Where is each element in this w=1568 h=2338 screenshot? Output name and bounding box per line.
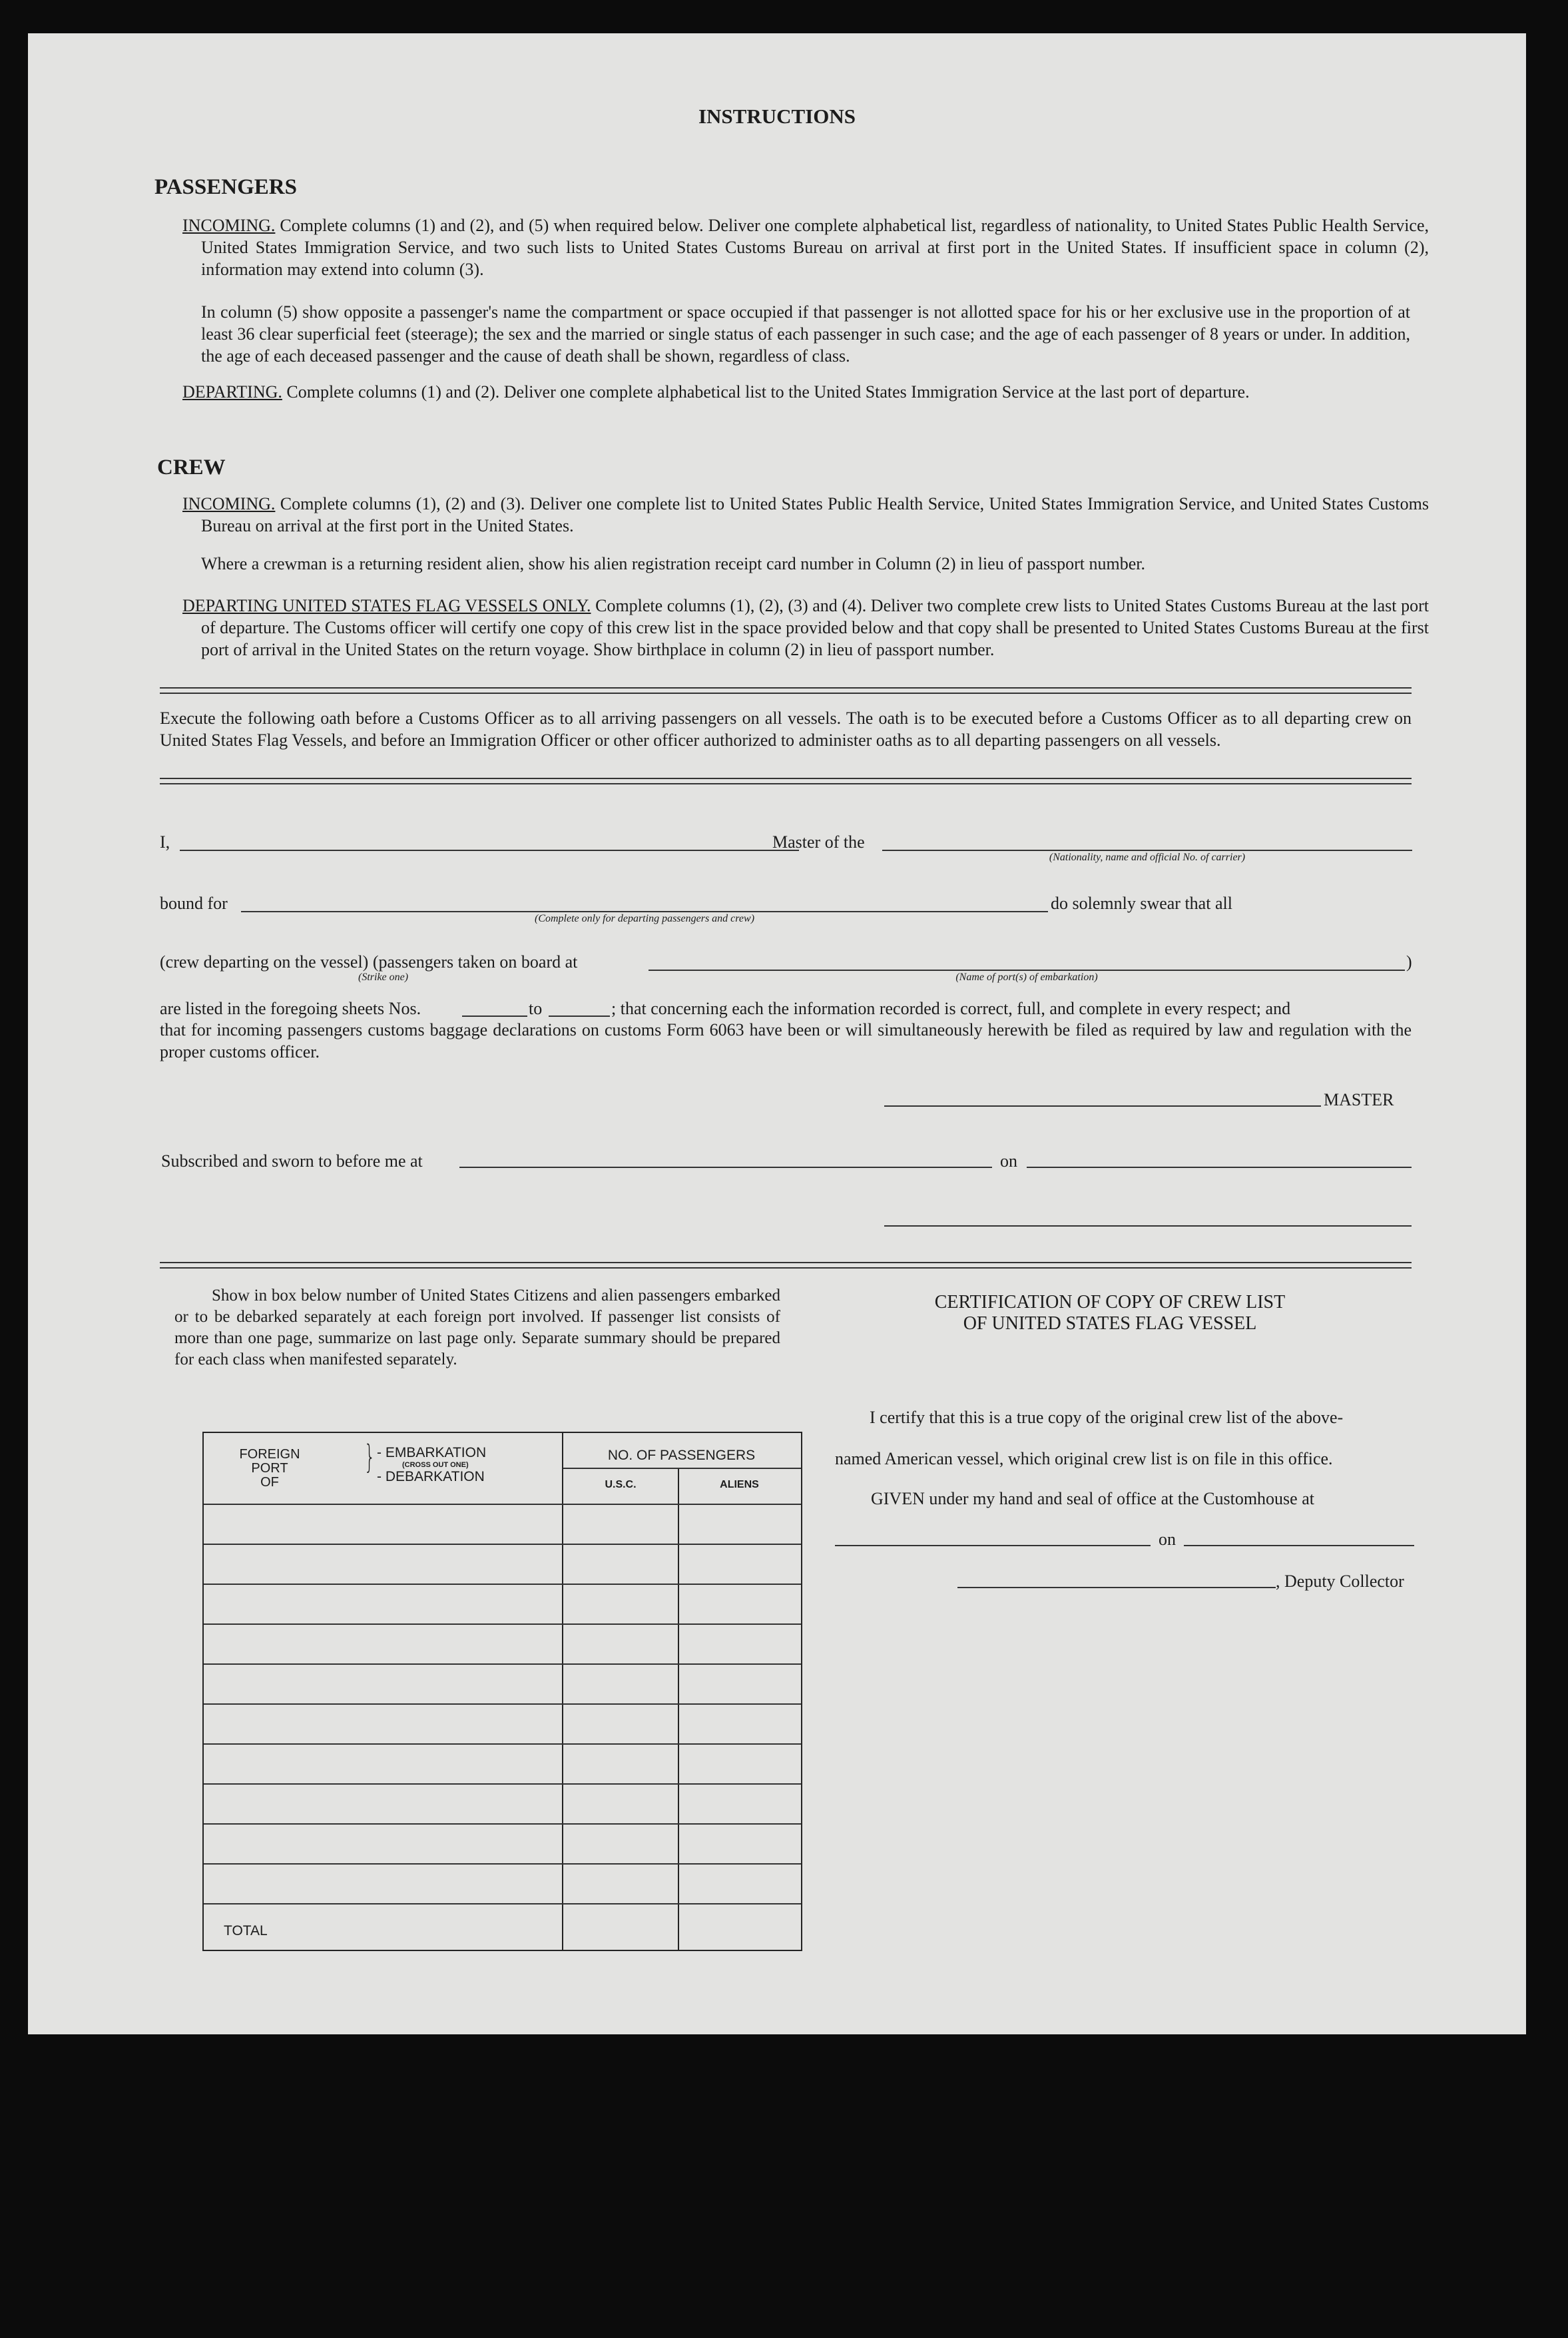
strike-one-caption: (Strike one)	[358, 972, 409, 983]
crew-departing-text: (crew departing on the vessel) (passengers taken on board at	[160, 952, 578, 972]
passengers-heading: PASSENGERS	[154, 175, 297, 199]
customhouse-place-line[interactable]	[835, 1545, 1151, 1546]
table-row	[204, 1703, 801, 1705]
sheet-from-line[interactable]	[462, 1016, 527, 1017]
complete-only-caption: (Complete only for departing passengers and crew)	[534, 913, 755, 924]
subscribed-place-line[interactable]	[459, 1167, 992, 1168]
foreign-port-of-header	[224, 1448, 316, 1490]
table-row	[204, 1623, 801, 1625]
certify-line2: named American vessel, which original crew list is on file in this office.	[835, 1449, 1333, 1468]
deputy-collector-label: , Deputy Collector	[1276, 1572, 1404, 1591]
certification-heading	[827, 1292, 1393, 1334]
table-row	[204, 1504, 801, 1505]
sheet-to-line[interactable]	[549, 1016, 610, 1017]
port-word: PORT	[251, 1461, 288, 1476]
given-under-text: GIVEN under my hand and seal of office at the Customhouse at	[871, 1489, 1314, 1508]
table-row	[204, 1544, 801, 1545]
table-divider	[562, 1433, 563, 1950]
subscribed-date-line[interactable]	[1027, 1167, 1412, 1168]
brace-icon: }	[364, 1438, 376, 1476]
document-page	[28, 33, 1526, 2034]
crew-incoming-text: Complete columns (1), (2) and (3). Deliver one complete list to United States Public Health Service, United States Immigration Service, and United States Customs Bureau on arrival at the first port in the United States.	[201, 494, 1429, 535]
crew-departing-paragraph	[182, 595, 1429, 661]
passengers-departing-text: Complete columns (1) and (2). Deliver one complete alphabetical list to the United States Immigration Service at the last port of departure.	[282, 382, 1250, 402]
master-name-line[interactable]	[180, 850, 799, 851]
crew-departing-text: Complete columns (1), (2), (3) and (4). Deliver two complete crew lists to United States Customs Bureau at the last port of departure. The Customs officer will certify one copy of this crew list in the space provided below and that copy shall be presented to United States Customs Bureau at the first port of arrival in the United States on the return voyage. Show birthplace in column (2) in lieu of passport number.	[201, 596, 1429, 659]
no-of-passengers-header: NO. OF PASSENGERS	[607, 1448, 756, 1463]
nationality-caption: (Nationality, name and official No. of carrier)	[1049, 852, 1246, 863]
table-row	[204, 1903, 801, 1904]
master-label: MASTER	[1324, 1090, 1394, 1109]
certify-line1: I certify that this is a true copy of the original crew list of the above-	[870, 1408, 1344, 1427]
listed-rest: that for incoming passengers customs baggage declarations on customs Form 6063 have been or will simultaneously herewith be filed as required by law and regulation with the proper customs officer.	[160, 1020, 1412, 1061]
listed-to: to	[529, 999, 543, 1018]
table-row	[204, 1743, 801, 1745]
oath-i-label: I,	[160, 832, 170, 852]
double-divider	[160, 778, 1412, 784]
passengers-departing-label: DEPARTING.	[182, 382, 282, 402]
certification-date-line[interactable]	[1184, 1545, 1414, 1546]
subscribed-on-label: on	[1000, 1151, 1017, 1171]
subscribed-label: Subscribed and sworn to before me at	[161, 1151, 423, 1171]
passengers-incoming-label: INCOMING.	[182, 216, 276, 235]
double-divider	[160, 687, 1412, 694]
passenger-summary-table	[202, 1432, 802, 1951]
cross-out-label: (CROSS OUT ONE)	[402, 1461, 469, 1469]
double-divider	[160, 1262, 1412, 1269]
do-solemnly-label: do solemnly swear that all	[1051, 894, 1232, 913]
usc-header: U.S.C.	[605, 1479, 637, 1490]
crew-heading: CREW	[157, 455, 226, 479]
passengers-column5-paragraph: In column (5) show opposite a passenger's name the compartment or space occupied if that passenger is not allotted space for his or her exclusive use in the proportion of at least 36 clear superficial feet (steerage); the sex and the married or single status of each passenger in such case; and the age of each passenger of 8 years or under. In addition, the age of each deceased passenger and the cause of death shall be shown, regardless of class.	[201, 302, 1410, 366]
master-signature-line[interactable]	[884, 1105, 1321, 1107]
listed-part2: ; that concerning each the information recorded is correct, full, and complete in every respect; and	[611, 999, 1291, 1018]
crew-departing-label: DEPARTING UNITED STATES FLAG VESSELS ONLY.	[182, 596, 591, 615]
table-row	[204, 1823, 801, 1825]
of-word: OF	[260, 1475, 279, 1490]
embarkation-label: - EMBARKATION	[377, 1445, 487, 1460]
ports-caption: (Name of port(s) of embarkation)	[955, 972, 1098, 983]
aliens-header: ALIENS	[720, 1479, 759, 1490]
officer-signature-line[interactable]	[884, 1225, 1412, 1227]
close-paren: )	[1406, 952, 1412, 972]
table-divider	[678, 1468, 679, 1950]
table-row	[204, 1863, 801, 1865]
listed-part1: are listed in the foregoing sheets Nos.	[160, 999, 421, 1018]
passengers-departing-paragraph	[182, 381, 1429, 403]
master-of-the-label: Master of the	[772, 832, 865, 852]
crew-incoming-paragraph	[182, 493, 1429, 537]
certification-heading-line2: OF UNITED STATES FLAG VESSEL	[963, 1313, 1257, 1334]
table-rule	[563, 1468, 801, 1469]
table-row	[204, 1584, 801, 1585]
foreign-word: FOREIGN	[239, 1447, 300, 1462]
certification-heading-line1: CERTIFICATION OF COPY OF CREW LIST	[934, 1292, 1286, 1313]
deputy-signature-line[interactable]	[957, 1587, 1276, 1588]
debarkation-label: - DEBARKATION	[377, 1469, 485, 1484]
table-row	[204, 1783, 801, 1785]
total-label: TOTAL	[224, 1923, 268, 1938]
certification-on-label: on	[1159, 1530, 1176, 1549]
crew-incoming-label: INCOMING.	[182, 494, 276, 513]
bound-for-label: bound for	[160, 894, 228, 913]
page-title: INSTRUCTIONS	[698, 105, 856, 128]
passengers-incoming-paragraph	[182, 214, 1429, 280]
oath-intro: Execute the following oath before a Customs Officer as to all arriving passengers on all vessels. The oath is to be executed before a Customs Officer as to all departing crew on United States Flag Vessels, and before an Immigration Officer or other officer authorized to administer oaths as to all departing passengers on all vessels.	[160, 709, 1412, 750]
summary-instructions: Show in box below number of United States Citizens and alien passengers embarked or to be debarked separately at each foreign port involved. If passenger list consists of more than one page, summarize on last page only. Separate summary should be prepared for each class when manifested separately.	[174, 1287, 780, 1368]
passengers-incoming-text: Complete columns (1) and (2), and (5) when required below. Deliver one complete alphabetical list, regardless of nationality, to United States Public Health Service, United States Immigration Service, and two such lists to United States Customs Bureau on arrival at first port in the United States. If insufficient space in column (2), information may extend into column (3).	[201, 216, 1429, 279]
crew-returning-paragraph: Where a crewman is a returning resident alien, show his alien registration receipt card number in Column (2) in lieu of passport number.	[201, 554, 1146, 573]
table-row	[204, 1663, 801, 1665]
